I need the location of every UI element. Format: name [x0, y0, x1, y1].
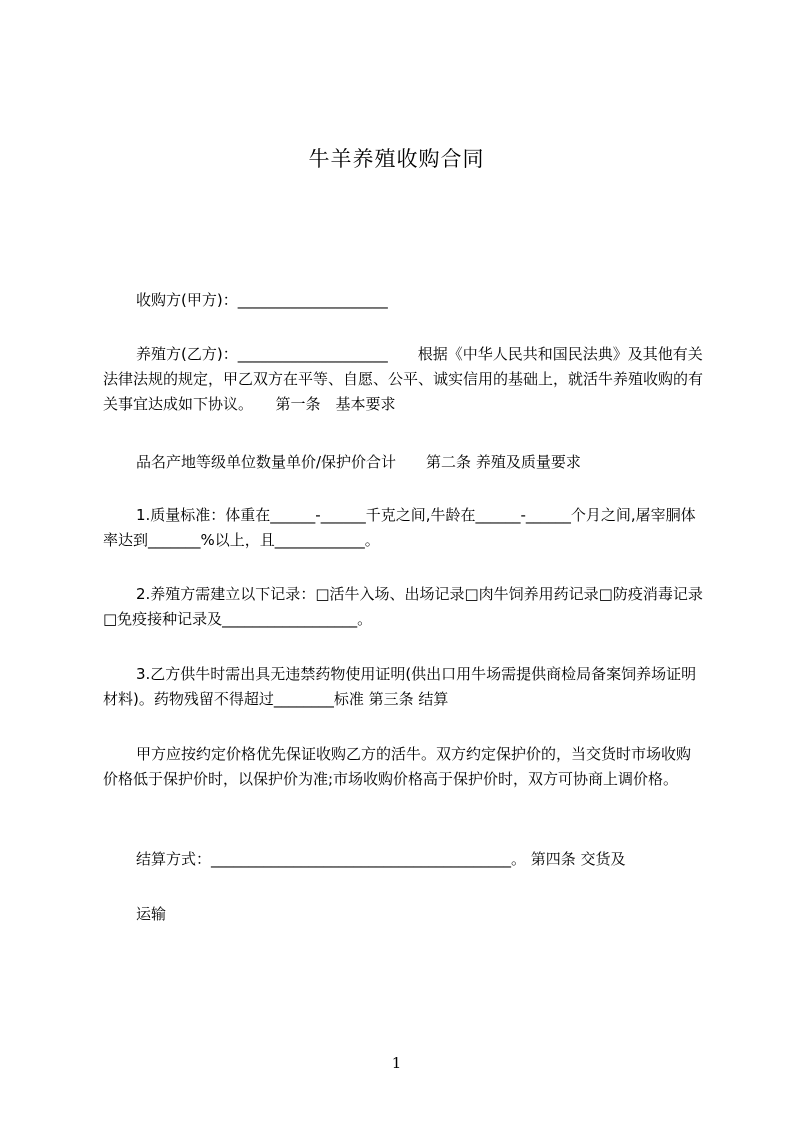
paragraph-quality-standard: 1.质量标准：体重在______-______千克之间,牛龄在______-______个月之间,屠宰胴体率达到_______%以上，且____________。 [103, 506, 696, 549]
page-number: 1 [391, 1054, 402, 1072]
paragraph-breeder-preamble: 养殖方(乙方)：____________________ 根据《中华人民共和国民法典》及其他有关法律法规的规定，甲乙双方在平等、自愿、公平、诚实信用的基础上，就活牛养殖收购的有关事宜达成如下协议。 第一条 基本要求 [103, 345, 704, 413]
paragraph-settlement-method: 结算方式：________________________________________。 第四条 交货及 [136, 850, 626, 868]
paragraph-protection-price: 甲方应按约定价格优先保证收购乙方的活牛。双方约定保护价的，当交货时市场收购价格低于保护价时，以保护价为准;市场收购价格高于保护价时，双方可协商上调价格。 [103, 745, 692, 788]
paragraph-records: 2.养殖方需建立以下记录：□活牛入场、出场记录□肉牛饲养用药记录□防疫消毒记录□免疫接种记录及__________________。 [103, 585, 703, 628]
paragraph-transport: 运输 [136, 905, 167, 923]
paragraph-drug-certificate: 3.乙方供牛时需出具无违禁药物使用证明(供出口用牛场需提供商检局备案饲养场证明材料)。药物残留不得超过________标准 第三条 结算 [103, 665, 697, 708]
paragraph-buyer: 收购方(甲方)：____________________ [136, 291, 388, 309]
paragraph-product-table-header: 品名产地等级单位数量单价/保护价合计 第二条 养殖及质量要求 [136, 453, 581, 471]
document-title: 牛羊养殖收购合同 [308, 147, 485, 171]
